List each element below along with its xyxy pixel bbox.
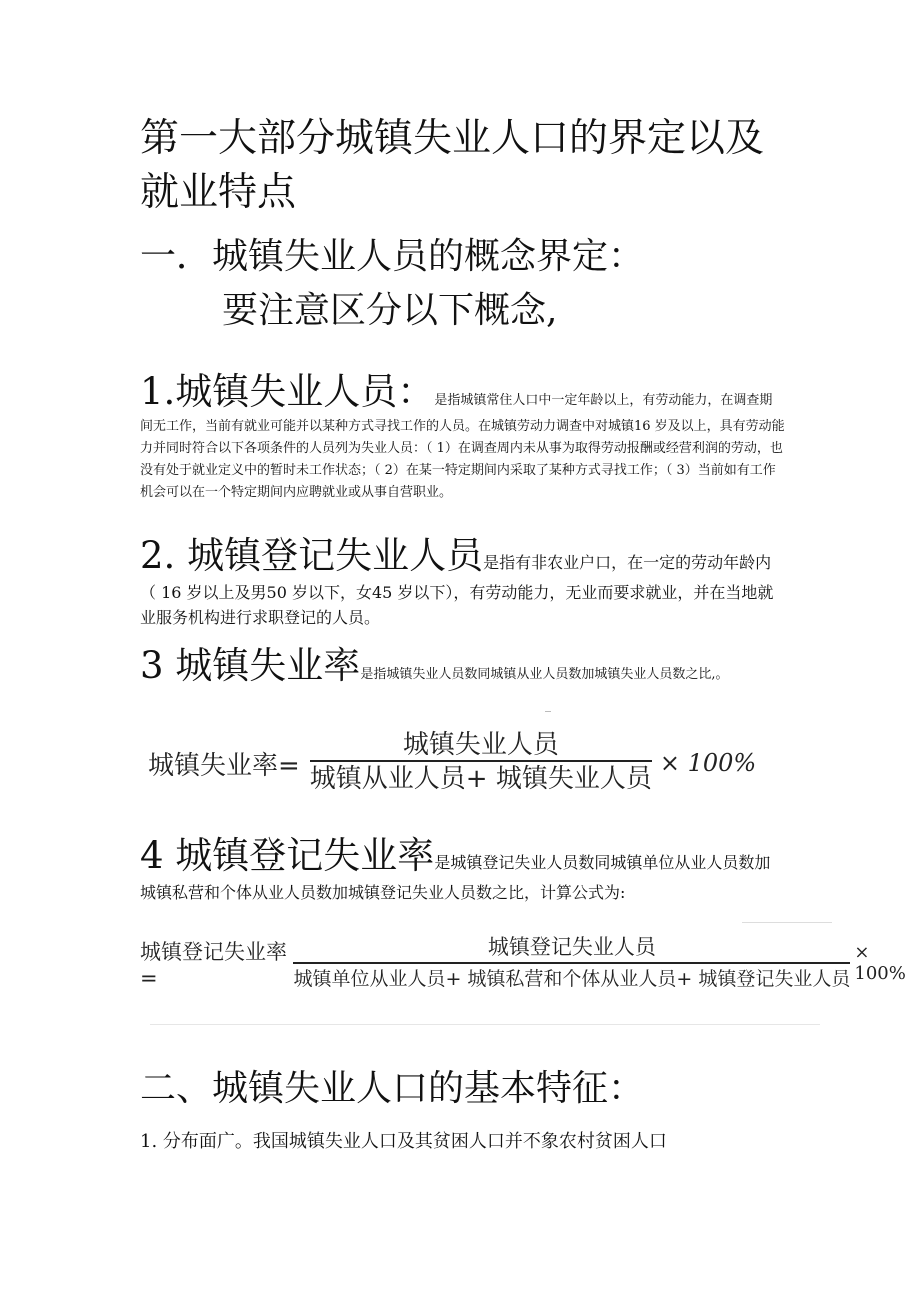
item-2-text: 是指有非农业户口，在一定的劳动年龄内（ 16 岁以上及男50 岁以下，女45 岁以下），有劳动能力，无业而要求就业，并在当地就业服务机构进行求职登记的人员。 xyxy=(140,553,774,627)
document-title: 第一大部分城镇失业人口的界定以及就业特点 xyxy=(140,116,765,215)
item-1-text: 是指城镇常住人口中一定年龄以上，有劳动能力，在调查期间无工作，当前有就业可能并以某种方式寻找工作的人员。在城镇劳动力调查中对城镇16 岁及以上，具有劳动能力并同时符合以下各项条件的人员列为失业人员：（ 1）在调查周内未从事为取得劳动报酬或经营利润的劳动，也没有处于就业定义中的暂时未工作状态；（ 2）在某一特定期间内采取了某种方式寻找工作；（ 3）当前如有工作机会可以在一个特定期间内应聘就业或从事自营职业。 xyxy=(140,393,785,500)
section-1-heading: 一．城镇失业人员的概念界定： xyxy=(140,236,645,277)
item-3-label: 3 城镇失业率 xyxy=(140,644,361,687)
unemployment-rate-formula xyxy=(148,730,756,796)
item-4-text: 是城镇登记失业人员数同城镇单位从业人员数加城镇私营和个体从业人员数加城镇登记失业人员数之比，计算公式为: xyxy=(140,853,771,902)
section-1-subheading: 要注意区分以下概念, xyxy=(222,290,558,331)
formula-1-multiplier: × 100% xyxy=(659,749,757,777)
item-3-paragraph xyxy=(140,642,785,690)
formula-1-lhs: 城镇失业率= xyxy=(148,750,300,781)
formula-1-fraction xyxy=(310,730,652,796)
scan-mark xyxy=(742,922,832,923)
formula-2-numerator: 城镇登记失业人员 xyxy=(487,935,656,959)
formula-1-denominator: 城镇从业人员+ 城镇失业人员 xyxy=(309,764,652,794)
item-1-label: 1.城镇失业人员： xyxy=(140,370,435,413)
item-4-paragraph xyxy=(140,832,785,905)
section-2-heading: 二、城镇失业人口的基本特征： xyxy=(140,1068,645,1109)
formula-2-multiplier: × 100% xyxy=(854,942,906,984)
item-2-label: 2. 城镇登记失业人员 xyxy=(140,534,484,577)
item-2-paragraph xyxy=(140,532,785,630)
formula-2-fraction xyxy=(293,932,850,994)
item-1-paragraph xyxy=(140,368,785,504)
section-2-paragraph: 1. 分布面广。我国城镇失业人口及其贫困人口并不象农村贫困人口 xyxy=(140,1131,667,1152)
item-3-text: 是指城镇失业人员数同城镇从业人员数加城镇失业人员数之比,。 xyxy=(360,667,729,682)
formula-1-numerator: 城镇失业人员 xyxy=(402,730,559,760)
formula-2-denominator: 城镇单位从业人员+ 城镇私营和个体从业人员+ 城镇登记失业人员 xyxy=(293,968,851,990)
scan-mark xyxy=(545,711,551,712)
scan-mark xyxy=(150,1024,820,1025)
item-4-label: 4 城镇登记失业率 xyxy=(140,834,435,877)
formula-2-lhs: 城镇登记失业率= xyxy=(140,940,287,990)
registered-unemployment-rate-formula xyxy=(140,932,920,994)
